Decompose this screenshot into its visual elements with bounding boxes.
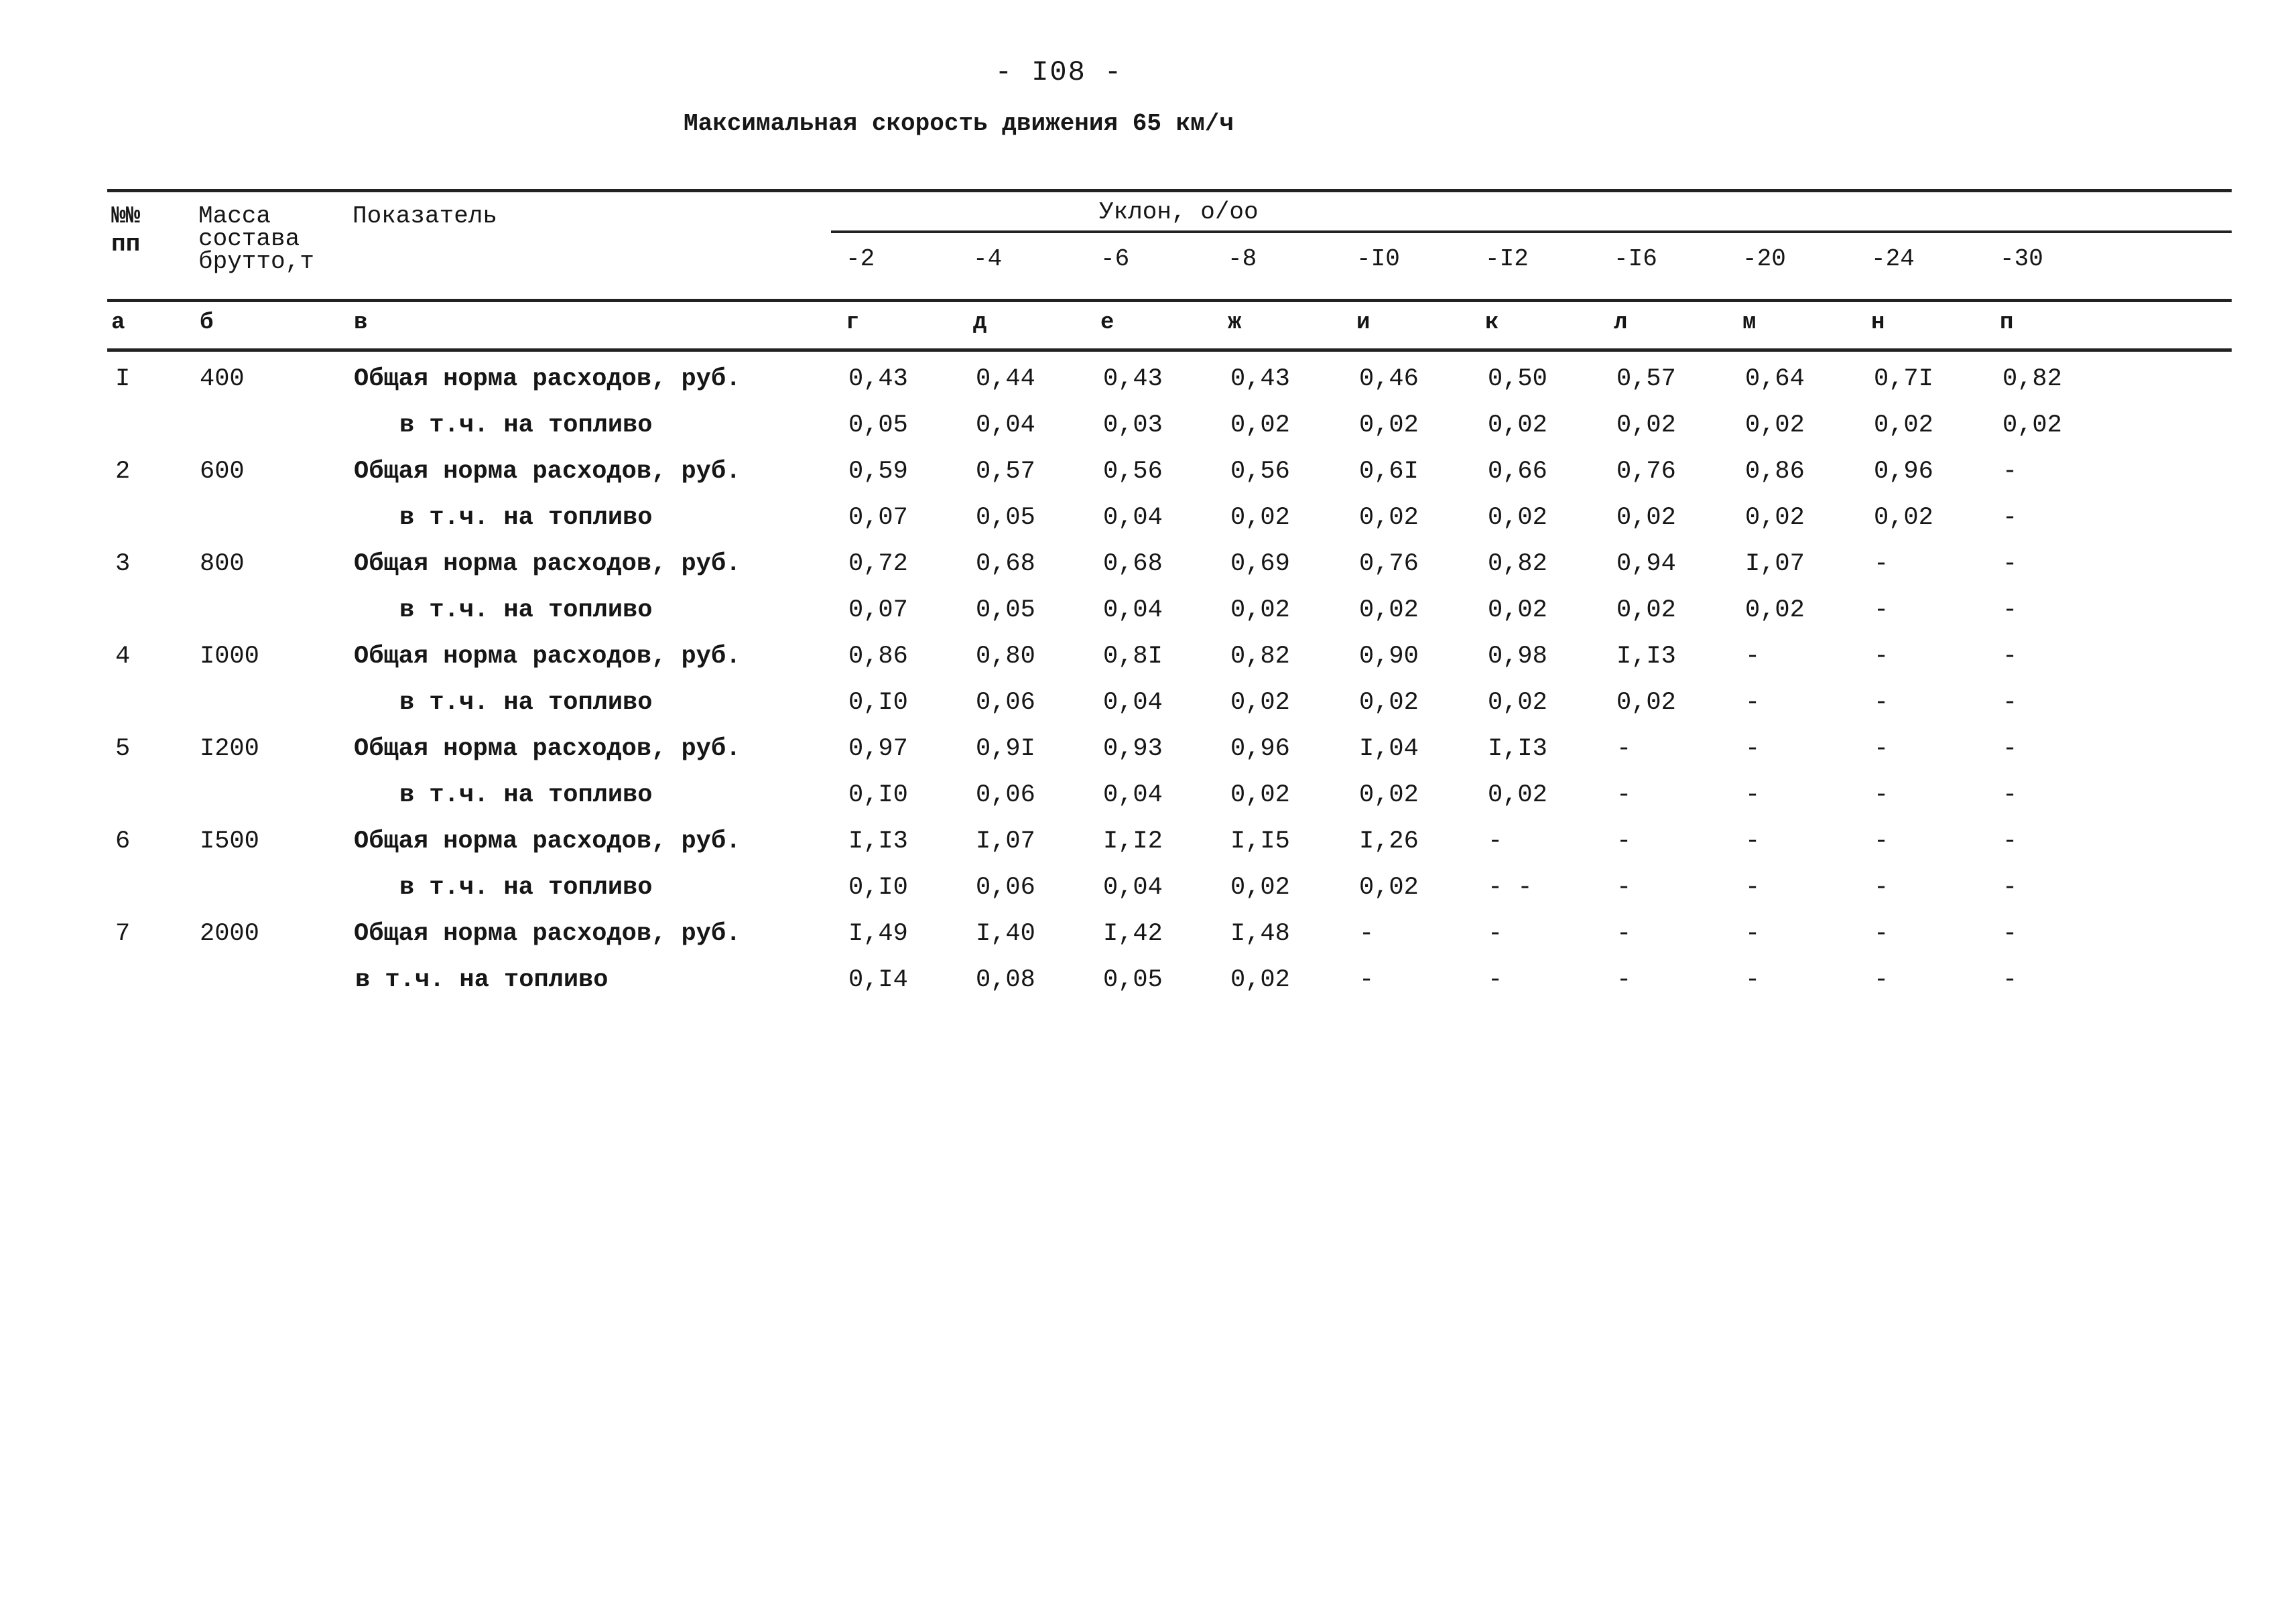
cell-fuel: 0,02 — [1488, 689, 1547, 717]
cell-total: 0,68 — [976, 550, 1035, 578]
column-letter: а — [111, 310, 125, 336]
cell-total: - — [1745, 920, 1761, 948]
cell-total: - — [1874, 920, 1889, 948]
cell-fuel: 0,05 — [976, 596, 1035, 624]
header-slope: -30 — [2000, 245, 2043, 273]
cell-fuel: 0,02 — [1745, 596, 1805, 624]
cell-fuel: 0,02 — [1488, 596, 1547, 624]
cell-total: 0,8I — [1103, 643, 1163, 671]
cell-fuel: 0,05 — [976, 504, 1035, 532]
cell-total: - — [2002, 827, 2018, 856]
cell-total: - — [2002, 643, 2018, 671]
column-letter: л — [1614, 310, 1628, 336]
cell-fuel: 0,07 — [848, 504, 908, 532]
cell-total: - — [1874, 550, 1889, 578]
row-mass: I000 — [200, 643, 259, 671]
cell-fuel: - — [1616, 781, 1632, 809]
cell-total: 0,72 — [848, 550, 908, 578]
header-mass: Масса — [198, 202, 271, 230]
header-slope: -I2 — [1485, 245, 1529, 273]
cell-fuel: 0,02 — [1874, 504, 1933, 532]
cell-fuel: - — [1874, 781, 1889, 809]
cell-fuel: 0,05 — [1103, 966, 1163, 994]
cell-fuel: 0,02 — [1230, 874, 1290, 902]
cell-total: - — [2002, 735, 2018, 763]
cell-total: - — [1616, 735, 1632, 763]
column-letter: н — [1871, 310, 1885, 336]
cell-total: 0,46 — [1359, 365, 1419, 393]
row-fuel-label: в т.ч. на топливо — [399, 689, 653, 717]
cell-fuel: 0,02 — [1230, 411, 1290, 440]
header-bottom-rule — [107, 299, 2232, 302]
cell-total: - — [1616, 827, 1632, 856]
cell-total: I,I2 — [1103, 827, 1163, 856]
header-mass: состава — [198, 225, 300, 253]
cell-total: - — [1745, 735, 1761, 763]
cell-total: 0,82 — [2002, 365, 2062, 393]
cell-fuel: - — [1616, 966, 1632, 994]
cell-total: 0,43 — [1230, 365, 1290, 393]
column-letter: в — [354, 310, 368, 336]
cell-total: I,42 — [1103, 920, 1163, 948]
cell-fuel: 0,04 — [1103, 689, 1163, 717]
cell-total: I,40 — [976, 920, 1035, 948]
cell-fuel: 0,02 — [1230, 596, 1290, 624]
row-total-label: Общая норма расходов, руб. — [354, 827, 741, 856]
cell-total: 0,43 — [848, 365, 908, 393]
cell-total: - — [1488, 827, 1503, 856]
cell-total: 0,86 — [1745, 458, 1805, 486]
cell-total: - — [1874, 643, 1889, 671]
cell-fuel: 0,06 — [976, 689, 1035, 717]
column-letter: м — [1742, 310, 1757, 336]
cell-total: 0,56 — [1103, 458, 1163, 486]
row-mass: 600 — [200, 458, 245, 486]
cell-fuel: 0,I0 — [848, 781, 908, 809]
cell-total: 0,86 — [848, 643, 908, 671]
cell-fuel: 0,04 — [1103, 781, 1163, 809]
cell-fuel: - — [1359, 966, 1375, 994]
cell-total: 0,66 — [1488, 458, 1547, 486]
cell-total: 0,44 — [976, 365, 1035, 393]
cell-total: 0,56 — [1230, 458, 1290, 486]
column-letter: д — [973, 310, 987, 336]
column-letter: к — [1485, 310, 1499, 336]
cell-fuel: 0,02 — [1488, 504, 1547, 532]
cell-total: 0,98 — [1488, 643, 1547, 671]
letters-bottom-rule — [107, 348, 2232, 352]
cell-total: I,49 — [848, 920, 908, 948]
row-mass: 2000 — [200, 920, 259, 948]
cell-total: - — [1874, 735, 1889, 763]
cell-total: - — [1488, 920, 1503, 948]
cell-fuel: - — [1488, 966, 1503, 994]
row-total-label: Общая норма расходов, руб. — [354, 365, 741, 393]
cell-total: 0,76 — [1359, 550, 1419, 578]
cell-fuel: 0,02 — [1230, 689, 1290, 717]
cell-fuel: 0,03 — [1103, 411, 1163, 440]
row-total-label: Общая норма расходов, руб. — [354, 920, 741, 948]
cell-fuel: 0,02 — [1359, 781, 1419, 809]
cell-total: 0,68 — [1103, 550, 1163, 578]
cell-total: - — [2002, 550, 2018, 578]
cell-fuel: 0,02 — [1230, 504, 1290, 532]
cell-fuel: 0,02 — [1488, 781, 1547, 809]
cell-fuel: 0,07 — [848, 596, 908, 624]
cell-total: 0,96 — [1874, 458, 1933, 486]
cell-fuel: - — [1745, 689, 1761, 717]
cell-total: I,I3 — [1616, 643, 1676, 671]
cell-fuel: 0,06 — [976, 781, 1035, 809]
table-top-rule — [107, 189, 2232, 192]
cell-fuel: 0,I4 — [848, 966, 908, 994]
cell-total: I,I3 — [848, 827, 908, 856]
cell-total: 0,69 — [1230, 550, 1290, 578]
column-letter: г — [846, 310, 860, 336]
cell-total: - — [1874, 827, 1889, 856]
header-slope: -24 — [1871, 245, 1915, 273]
row-mass: 400 — [200, 365, 245, 393]
cell-fuel: - — [2002, 874, 2018, 902]
cell-fuel: - — [1745, 781, 1761, 809]
cell-total: 0,64 — [1745, 365, 1805, 393]
row-fuel-label: в т.ч. на топливо — [399, 596, 653, 624]
row-fuel-label: в т.ч. на топливо — [399, 781, 653, 809]
cell-fuel: 0,04 — [1103, 596, 1163, 624]
cell-total: - — [1745, 827, 1761, 856]
cell-fuel: - — [2002, 966, 2018, 994]
row-total-label: Общая норма расходов, руб. — [354, 550, 741, 578]
header-slope: -2 — [846, 245, 875, 273]
cell-total: - — [1616, 920, 1632, 948]
cell-fuel: 0,02 — [1616, 411, 1676, 440]
page-title: Максимальная скорость движения 65 км/ч — [684, 110, 1234, 137]
cell-fuel: - — [2002, 504, 2018, 532]
cell-total: 0,80 — [976, 643, 1035, 671]
cell-fuel: 0,06 — [976, 874, 1035, 902]
cell-fuel: - — [1745, 966, 1761, 994]
row-fuel-label: в т.ч. на топливо — [399, 874, 653, 902]
cell-total: I,I5 — [1230, 827, 1290, 856]
page-number: - I08 - — [995, 56, 1123, 88]
cell-fuel: - — [1745, 874, 1761, 902]
cell-fuel: 0,02 — [1230, 966, 1290, 994]
cell-total: - — [1359, 920, 1375, 948]
header-slope-group: Уклон, о/оо — [1099, 198, 1259, 226]
cell-total: I,48 — [1230, 920, 1290, 948]
cell-fuel: 0,04 — [1103, 504, 1163, 532]
row-mass: 800 — [200, 550, 245, 578]
cell-total: 0,90 — [1359, 643, 1419, 671]
header-slope: -I0 — [1356, 245, 1400, 273]
cell-total: 0,43 — [1103, 365, 1163, 393]
row-total-label: Общая норма расходов, руб. — [354, 643, 741, 671]
cell-fuel: 0,I0 — [848, 689, 908, 717]
cell-fuel: 0,02 — [1745, 411, 1805, 440]
cell-total: 0,50 — [1488, 365, 1547, 393]
row-fuel-label: в т.ч. на топливо — [399, 504, 653, 532]
row-number: 2 — [115, 458, 131, 486]
header-slope: -20 — [1742, 245, 1786, 273]
cell-fuel: 0,02 — [1488, 411, 1547, 440]
cell-fuel: - — [1874, 689, 1889, 717]
cell-total: 0,9I — [976, 735, 1035, 763]
cell-fuel: 0,02 — [1745, 504, 1805, 532]
row-number: I — [115, 365, 131, 393]
column-letter: и — [1356, 310, 1370, 336]
cell-total: I,07 — [1745, 550, 1805, 578]
cell-total: I,26 — [1359, 827, 1419, 856]
cell-total: I,I3 — [1488, 735, 1547, 763]
header-slope: -6 — [1100, 245, 1130, 273]
header-mass: брутто,т — [198, 248, 314, 275]
cell-total: 0,76 — [1616, 458, 1676, 486]
cell-fuel: 0,02 — [1616, 596, 1676, 624]
cell-fuel: - — [1874, 966, 1889, 994]
row-mass: I500 — [200, 827, 259, 856]
column-letter: п — [2000, 310, 2014, 336]
cell-fuel: 0,02 — [2002, 411, 2062, 440]
row-fuel-label: в т.ч. на топливо — [355, 966, 609, 994]
cell-total: 0,94 — [1616, 550, 1676, 578]
column-letter: б — [200, 310, 214, 336]
cell-fuel: 0,05 — [848, 411, 908, 440]
cell-total: I,04 — [1359, 735, 1419, 763]
cell-fuel: 0,02 — [1359, 689, 1419, 717]
slope-group-rule — [831, 230, 2232, 233]
cell-fuel: 0,02 — [1359, 411, 1419, 440]
cell-total: 0,6I — [1359, 458, 1419, 486]
cell-fuel: 0,02 — [1616, 504, 1676, 532]
cell-fuel: 0,02 — [1616, 689, 1676, 717]
cell-fuel: - — [1874, 874, 1889, 902]
row-total-label: Общая норма расходов, руб. — [354, 458, 741, 486]
header-num: пп — [111, 230, 141, 258]
cell-total: 0,96 — [1230, 735, 1290, 763]
header-slope: -I6 — [1614, 245, 1657, 273]
cell-fuel: 0,I0 — [848, 874, 908, 902]
column-letter: е — [1100, 310, 1114, 336]
row-number: 3 — [115, 550, 131, 578]
cell-total: 0,82 — [1230, 643, 1290, 671]
row-number: 5 — [115, 735, 131, 763]
cell-fuel: 0,02 — [1874, 411, 1933, 440]
row-number: 4 — [115, 643, 131, 671]
cell-total: 0,7I — [1874, 365, 1933, 393]
row-mass: I200 — [200, 735, 259, 763]
cell-fuel: 0,02 — [1359, 504, 1419, 532]
cell-fuel: - — [2002, 689, 2018, 717]
header-slope: -4 — [973, 245, 1003, 273]
cell-fuel: 0,02 — [1230, 781, 1290, 809]
row-number: 6 — [115, 827, 131, 856]
cell-total: 0,82 — [1488, 550, 1547, 578]
cell-fuel: 0,04 — [976, 411, 1035, 440]
cell-total: 0,93 — [1103, 735, 1163, 763]
header-slope: -8 — [1228, 245, 1257, 273]
cell-fuel: - - — [1488, 874, 1533, 902]
cell-total: 0,97 — [848, 735, 908, 763]
column-letter: ж — [1228, 310, 1242, 336]
cell-total: 0,57 — [976, 458, 1035, 486]
cell-fuel: - — [1616, 874, 1632, 902]
cell-fuel: - — [2002, 781, 2018, 809]
cell-total: 0,57 — [1616, 365, 1676, 393]
cell-fuel: - — [1874, 596, 1889, 624]
cell-fuel: 0,04 — [1103, 874, 1163, 902]
row-number: 7 — [115, 920, 131, 948]
cell-fuel: 0,02 — [1359, 874, 1419, 902]
row-total-label: Общая норма расходов, руб. — [354, 735, 741, 763]
cell-total: I,07 — [976, 827, 1035, 856]
cell-fuel: 0,08 — [976, 966, 1035, 994]
cell-fuel: - — [2002, 596, 2018, 624]
header-indicator: Показатель — [353, 202, 498, 230]
cell-total: 0,59 — [848, 458, 908, 486]
cell-total: - — [1745, 643, 1761, 671]
header-num: №№ — [111, 202, 141, 230]
cell-fuel: 0,02 — [1359, 596, 1419, 624]
cell-total: - — [2002, 920, 2018, 948]
cell-total: - — [2002, 458, 2018, 486]
row-fuel-label: в т.ч. на топливо — [399, 411, 653, 440]
